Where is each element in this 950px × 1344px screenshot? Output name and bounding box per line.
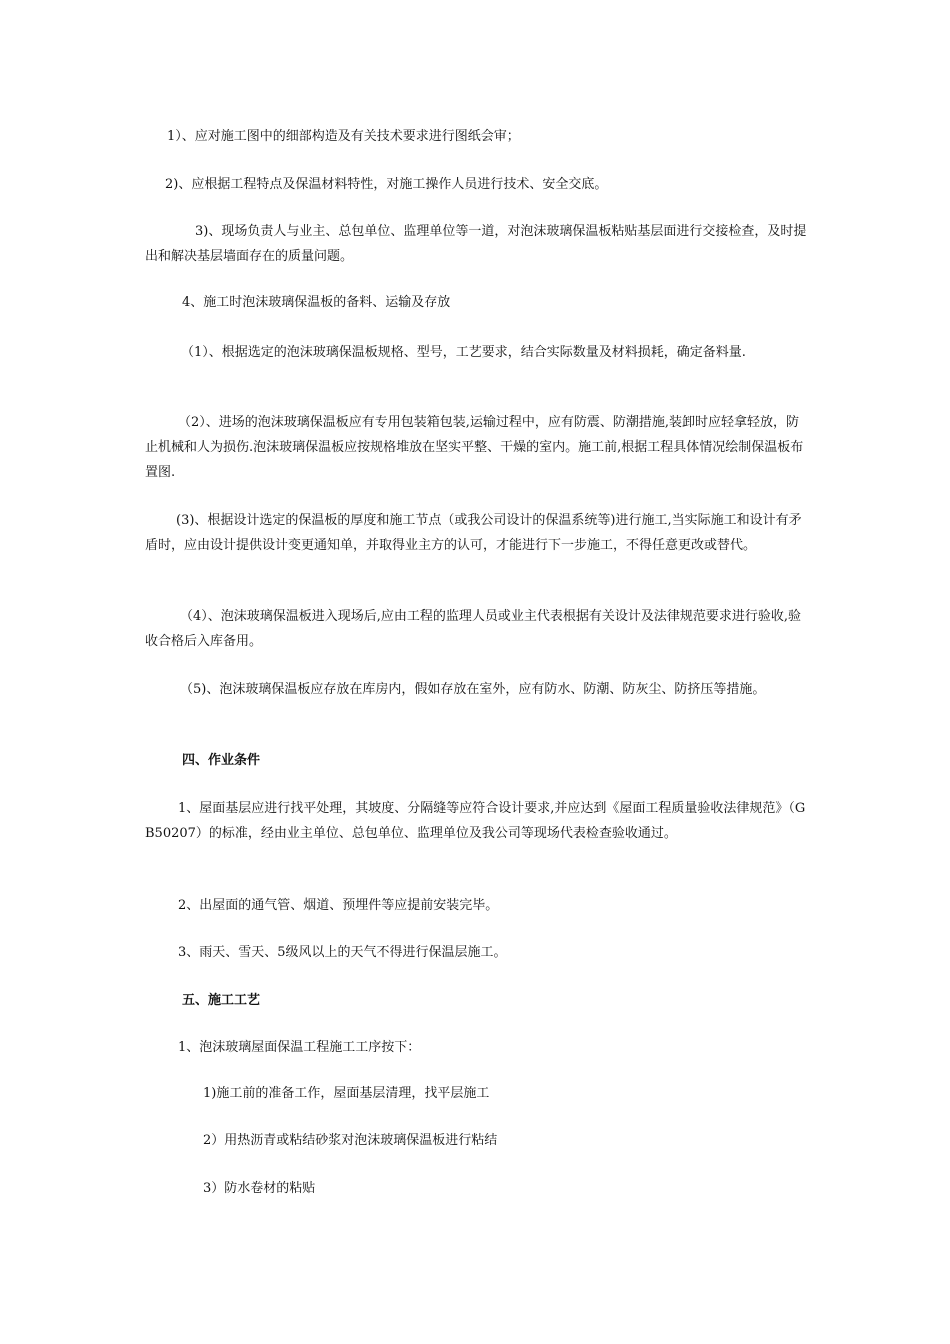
process-step-3: 3）防水卷材的粘贴 — [203, 1181, 316, 1196]
paragraph-4-4: （4）、泡沫玻璃保温板进入现场后,应由工程的监理人员或业主代表根据有关设计及法律规范要求进行验收,验收合格后入库备用。 — [145, 609, 802, 649]
condition-3: 3、雨天、雪天、5级风以上的天气不得进行保温层施工。 — [178, 945, 507, 960]
paragraph-4-3: (3)、根据设计选定的保温板的厚度和施工节点（或我公司设计的保温系统等)进行施工,当实际施工和设计有矛盾时，应由设计提供设计变更通知单，并取得业主方的认可，才能进行下一步施工，不得任意更改或替代。 — [145, 513, 802, 553]
condition-2: 2、出屋面的通气管、烟道、预埋件等应提前安装完毕。 — [178, 898, 499, 913]
process-step-2: 2）用热沥青或粘结砂浆对泡沫玻璃保温板进行粘结 — [203, 1133, 498, 1148]
paragraph-2: 2)、应根据工程特点及保温材料特性，对施工操作人员进行技术、安全交底。 — [165, 177, 608, 192]
condition-1: 1、屋面基层应进行找平处理，其坡度、分隔缝等应符合设计要求,并应达到《屋面工程质量验收法律规范》（GB50207）的标准，经由业主单位、总包单位、监理单位及我公司等现场代表检查验收通过。 — [145, 801, 806, 841]
paragraph-4-1: （1）、根据选定的泡沫玻璃保温板规格、型号，工艺要求，结合实际数量及材料损耗，确定备料量. — [181, 345, 746, 360]
paragraph-4-2: （2）、进场的泡沫玻璃保温板应有专用包装箱包装,运输过程中，应有防震、防潮措施,装卸时应轻拿轻放，防止机械和人为损伤.泡沫玻璃保温板应按规格堆放在坚实平整、干燥的室内。施工前,根据工程具体情况绘制保温板布置图. — [145, 415, 804, 480]
paragraph-1: 1）、应对施工图中的细部构造及有关技术要求进行图纸会审； — [167, 129, 520, 144]
process-step-1: 1)施工前的准备工作，屋面基层清理，找平层施工 — [203, 1086, 490, 1101]
process-intro: 1、泡沫玻璃屋面保温工程施工工序按下： — [178, 1040, 421, 1055]
section-heading-five: 五、施工工艺 — [182, 993, 261, 1008]
section-heading-4: 4、施工时泡沫玻璃保温板的备料、运输及存放 — [182, 295, 451, 310]
paragraph-4-5: （5)、泡沫玻璃保温板应存放在库房内，假如存放在室外，应有防水、防潮、防灰尘、防挤压等措施。 — [180, 682, 766, 697]
paragraph-3: 3)、现场负责人与业主、总包单位、监理单位等一道，对泡沫玻璃保温板粘贴基层面进行交接检查，及时提出和解决基层墙面存在的质量问题。 — [145, 224, 807, 264]
section-heading-four: 四、作业条件 — [182, 753, 261, 768]
